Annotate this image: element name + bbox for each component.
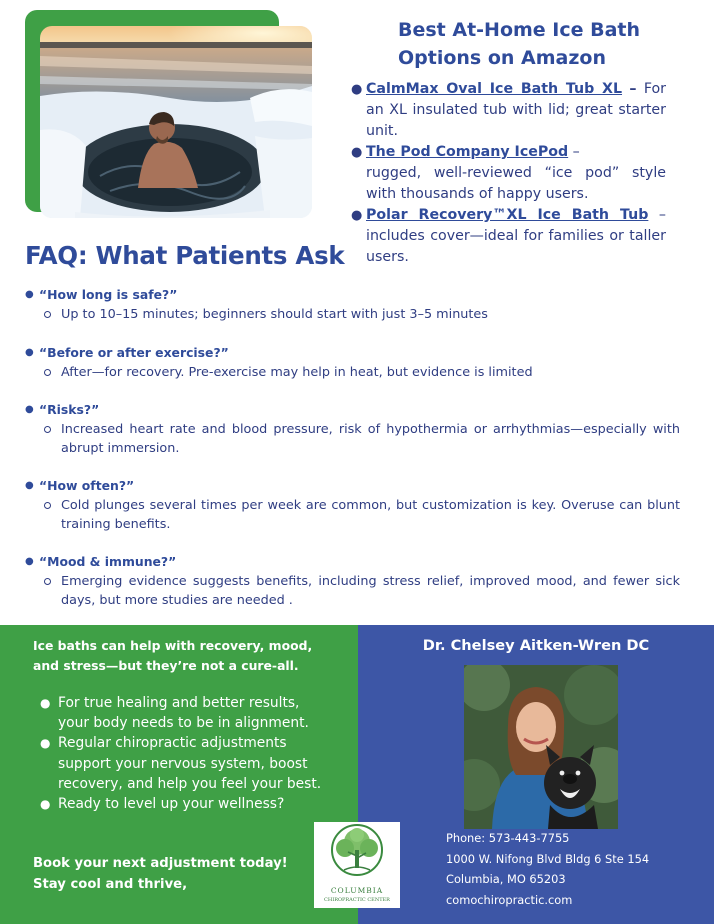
cta-line: Stay cool and thrive, xyxy=(33,877,188,892)
bullet-icon: ● xyxy=(351,208,363,223)
faq-question-text: “Before or after exercise?” xyxy=(39,344,229,360)
list-item xyxy=(348,79,666,142)
tree-icon xyxy=(314,822,400,886)
address-line: 1000 W. Nifong Blvd Bldg 6 Ste 154 xyxy=(446,851,650,866)
faq-answer xyxy=(39,306,680,325)
promo-bullet-list xyxy=(40,693,330,814)
circle-bullet-icon xyxy=(44,578,51,585)
phone-number[interactable]: Phone: 573-443-7755 xyxy=(446,831,570,845)
bullet-icon: ● xyxy=(40,797,51,812)
faq-answer xyxy=(39,573,680,610)
bullet-icon: ● xyxy=(40,736,51,751)
circle-bullet-icon xyxy=(44,502,51,509)
faq-answer xyxy=(39,364,680,383)
faq-title: FAQ: What Patients Ask xyxy=(25,241,345,270)
promo-intro: Ice baths can help with recovery, mood, and stress—but they’re not a cure-all. xyxy=(33,638,313,673)
faq-item xyxy=(25,344,680,383)
amazon-product-list xyxy=(348,79,666,268)
address-line: Columbia, MO 65203 xyxy=(446,872,566,886)
list-item xyxy=(40,794,330,814)
faq-question xyxy=(25,477,680,495)
faq-question-text: “Mood & immune?” xyxy=(39,554,177,569)
promo-bullet-text: Ready to level up your wellness? xyxy=(58,796,285,813)
website-link[interactable]: comochiropractic.com xyxy=(446,892,573,907)
doctor-panel xyxy=(358,625,714,924)
promo-panel xyxy=(0,625,358,924)
logo-subtitle: CHIROPRACTIC CENTER xyxy=(324,897,390,903)
faq-answer xyxy=(39,497,680,534)
faq-list xyxy=(25,286,680,610)
cta-line: Book your next adjustment today! xyxy=(33,856,288,871)
faq-question-text: “Risks?” xyxy=(39,402,100,417)
faq-answer-text: Increased heart rate and blood pressure, risk of hypothermia or arrhythmias—especially with abrupt immersion. xyxy=(61,422,680,456)
faq-answer-text: Up to 10–15 minutes; beginners should start with just 3–5 minutes xyxy=(61,307,488,322)
ice-bath-photo xyxy=(40,26,312,218)
list-item xyxy=(40,693,330,733)
doctor-photo xyxy=(464,665,618,829)
faq-question-text: “How often?” xyxy=(39,478,135,493)
faq-question xyxy=(25,401,680,419)
columbia-chiropractic-logo xyxy=(314,822,400,908)
circle-bullet-icon xyxy=(44,369,51,376)
call-to-action xyxy=(33,853,323,895)
faq-item xyxy=(25,477,680,534)
bullet-icon: ● xyxy=(25,346,34,358)
faq-question xyxy=(25,286,680,304)
faq-answer-text: After—for recovery. Pre-exercise may help in heat, but evidence is limited xyxy=(61,364,533,380)
product-link-calmmax[interactable]: CalmMax Oval Ice Bath Tub XL xyxy=(366,81,623,97)
faq-answer xyxy=(39,421,680,458)
faq-question-text: “How long is safe?” xyxy=(39,287,178,302)
faq-question xyxy=(25,553,680,571)
bullet-icon: ● xyxy=(25,556,34,567)
faq-item xyxy=(25,286,680,325)
logo-title: COLUMBIA xyxy=(330,886,384,895)
bullet-icon: ● xyxy=(351,145,363,160)
faq-answer-text: Cold plunges several times per week are common, but customization is key. Overuse can blunt training benefits. xyxy=(61,498,680,532)
product-description: rugged, well-reviewed “ice pod” style with thousands of happy users. xyxy=(366,165,666,202)
list-item xyxy=(348,142,666,205)
bullet-icon: ● xyxy=(40,696,51,710)
dash-separator: – xyxy=(658,207,667,223)
bullet-icon: ● xyxy=(25,289,34,300)
contact-info xyxy=(446,828,706,910)
faq-question xyxy=(25,344,680,362)
bullet-icon: ● xyxy=(25,480,34,491)
faq-answer-text: Emerging evidence suggests benefits, including stress relief, improved mood, and fewer sick days, but more studies are needed . xyxy=(61,574,680,608)
faq-item xyxy=(25,401,680,458)
circle-bullet-icon xyxy=(44,311,51,318)
dash-separator: – xyxy=(572,144,580,160)
bullet-icon: ● xyxy=(351,82,363,97)
promo-bullet-text: Regular chiropractic adjustments support your nervous system, boost recovery, and help you feel your best. xyxy=(58,735,322,792)
promo-bullet-text: For true healing and better results, your body needs to be in alignment. xyxy=(58,695,309,732)
circle-bullet-icon xyxy=(44,426,51,433)
product-link-icepod[interactable]: The Pod Company IcePod xyxy=(366,144,569,160)
product-description: includes cover—ideal for families or taller users. xyxy=(366,228,666,265)
product-link-polar-recovery[interactable]: Polar Recovery™XL Ice Bath Tub xyxy=(366,207,649,223)
doctor-name: Dr. Chelsey Aitken-Wren DC xyxy=(422,637,650,654)
dash-separator: – xyxy=(629,81,637,97)
list-item xyxy=(40,733,330,794)
amazon-section-title: Best At-Home Ice Bath Options on Amazon xyxy=(398,19,641,69)
faq-item xyxy=(25,553,680,610)
product-description: For an XL insulated tub with lid; great starter unit. xyxy=(366,81,666,139)
bullet-icon: ● xyxy=(25,404,34,415)
list-item xyxy=(348,205,666,268)
